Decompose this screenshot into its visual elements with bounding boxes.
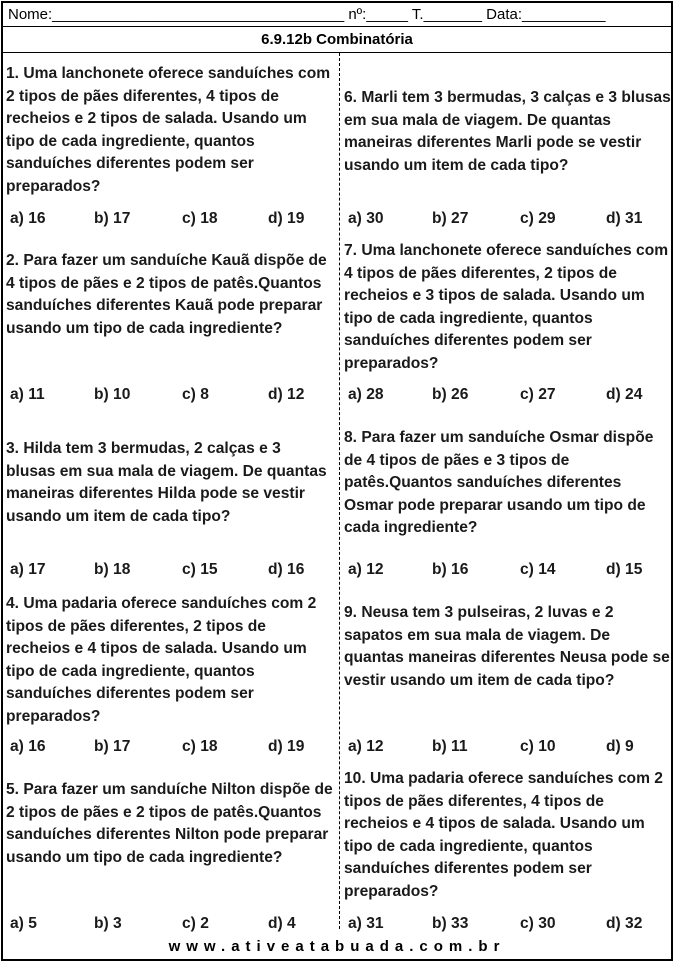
option-c: c) 18 <box>182 210 218 227</box>
option-a: a) 16 <box>10 210 46 227</box>
option-c: c) 2 <box>182 915 209 932</box>
question-1: 1. Uma lanchonete oferece sanduíches com 2 tipos de pães diferentes, 4 tipos de recheios e 2 tipos de salada. Usando um tipo de cada ingrediente, quantos sanduíches diferentes podem ser preparados? <box>6 65 331 195</box>
option-b: b) 18 <box>94 561 131 578</box>
student-info-header: Nome:___________________________________ nº:_____ T._______ Data:__________ <box>3 3 671 27</box>
option-d: d) 16 <box>268 561 305 578</box>
option-b: b) 17 <box>94 210 131 227</box>
question-8: 8. Para fazer um sanduíche Osmar dispõe de 4 tipos de pães e 3 tipos de patês.Quantos sanduíches diferentes Osmar pode preparar usando um tipo de cada ingrediente? <box>344 429 654 536</box>
option-c: c) 14 <box>520 561 556 578</box>
option-c: c) 8 <box>182 386 209 403</box>
question-9: 9. Neusa tem 3 pulseiras, 2 luvas e 2 sapatos em sua mala de viagem. De quantas maneiras diferentes Neusa pode se vestir usando um item de cada tipo? <box>344 604 670 689</box>
question-10: 10. Uma padaria oferece sanduíches com 2 tipos de pães diferentes, 4 tipos de recheios e 4 tipos de salada. Usando um tipo de cada ingrediente, quantos sanduíches diferentes podem ser preparados? <box>344 770 663 900</box>
option-c: c) 30 <box>520 915 556 932</box>
option-a: a) 12 <box>348 561 384 578</box>
option-c: c) 15 <box>182 561 218 578</box>
questions-area <box>3 53 671 959</box>
option-b: b) 3 <box>94 915 122 932</box>
option-d: d) 19 <box>268 210 305 227</box>
question-6: 6. Marli tem 3 bermudas, 3 calças e 3 blusas em sua mala de viagem. De quantas maneiras diferentes Marli pode se vestir usando um item de cada tipo? <box>344 89 671 174</box>
option-b: b) 10 <box>94 386 131 403</box>
option-a: a) 5 <box>10 915 37 932</box>
option-b: b) 16 <box>432 561 469 578</box>
option-c: c) 18 <box>182 738 218 755</box>
option-c: c) 27 <box>520 386 556 403</box>
option-b: b) 17 <box>94 738 131 755</box>
option-a: a) 30 <box>348 210 384 227</box>
option-a: a) 11 <box>10 386 45 403</box>
website-footer: www.ativeatabuada.com.br <box>168 938 506 955</box>
option-a: a) 16 <box>10 738 46 755</box>
option-d: d) 9 <box>606 738 634 755</box>
option-d: d) 31 <box>606 210 643 227</box>
option-d: d) 19 <box>268 738 305 755</box>
option-b: b) 33 <box>432 915 469 932</box>
option-c: c) 10 <box>520 738 556 755</box>
question-7: 7. Uma lanchonete oferece sanduíches com 4 tipos de pães diferentes, 2 tipos de recheios e 3 tipos de salada. Usando um tipo de cada ingrediente, quantos sanduíches diferentes podem ser preparados? <box>344 242 669 372</box>
option-c: c) 29 <box>520 210 556 227</box>
option-a: a) 17 <box>10 561 46 578</box>
question-4: 4. Uma padaria oferece sanduíches com 2 tipos de pães diferentes, 2 tipos de recheios e 4 tipos de salada. Usando um tipo de cada ingrediente, quantos sanduíches diferentes podem ser preparados? <box>6 595 317 725</box>
option-d: d) 4 <box>268 915 296 932</box>
worksheet-page <box>1 1 673 961</box>
option-d: d) 24 <box>606 386 643 403</box>
column-divider <box>339 53 340 929</box>
option-b: b) 11 <box>432 738 468 755</box>
option-d: d) 32 <box>606 915 643 932</box>
option-b: b) 27 <box>432 210 469 227</box>
option-b: b) 26 <box>432 386 469 403</box>
option-a: a) 28 <box>348 386 384 403</box>
question-2: 2. Para fazer um sanduíche Kauã dispõe de 4 tipos de pães e 2 tipos de patês.Quantos sanduíches diferentes Kauã pode preparar usando um tipo de cada ingrediente? <box>6 252 327 337</box>
option-d: d) 15 <box>606 561 643 578</box>
question-5: 5. Para fazer um sanduíche Nilton dispõe de 2 tipos de pães e 2 tipos de patês.Quantos sanduíches diferentes Nilton pode preparar usando um tipo de cada ingrediente? <box>6 781 333 866</box>
option-a: a) 31 <box>348 915 384 932</box>
option-a: a) 12 <box>348 738 384 755</box>
question-3: 3. Hilda tem 3 bermudas, 2 calças e 3 blusas em sua mala de viagem. De quantas maneiras diferentes Hilda pode se vestir usando um item de cada tipo? <box>6 440 327 525</box>
worksheet-title: 6.9.12b Combinatória <box>3 27 671 53</box>
option-d: d) 12 <box>268 386 305 403</box>
